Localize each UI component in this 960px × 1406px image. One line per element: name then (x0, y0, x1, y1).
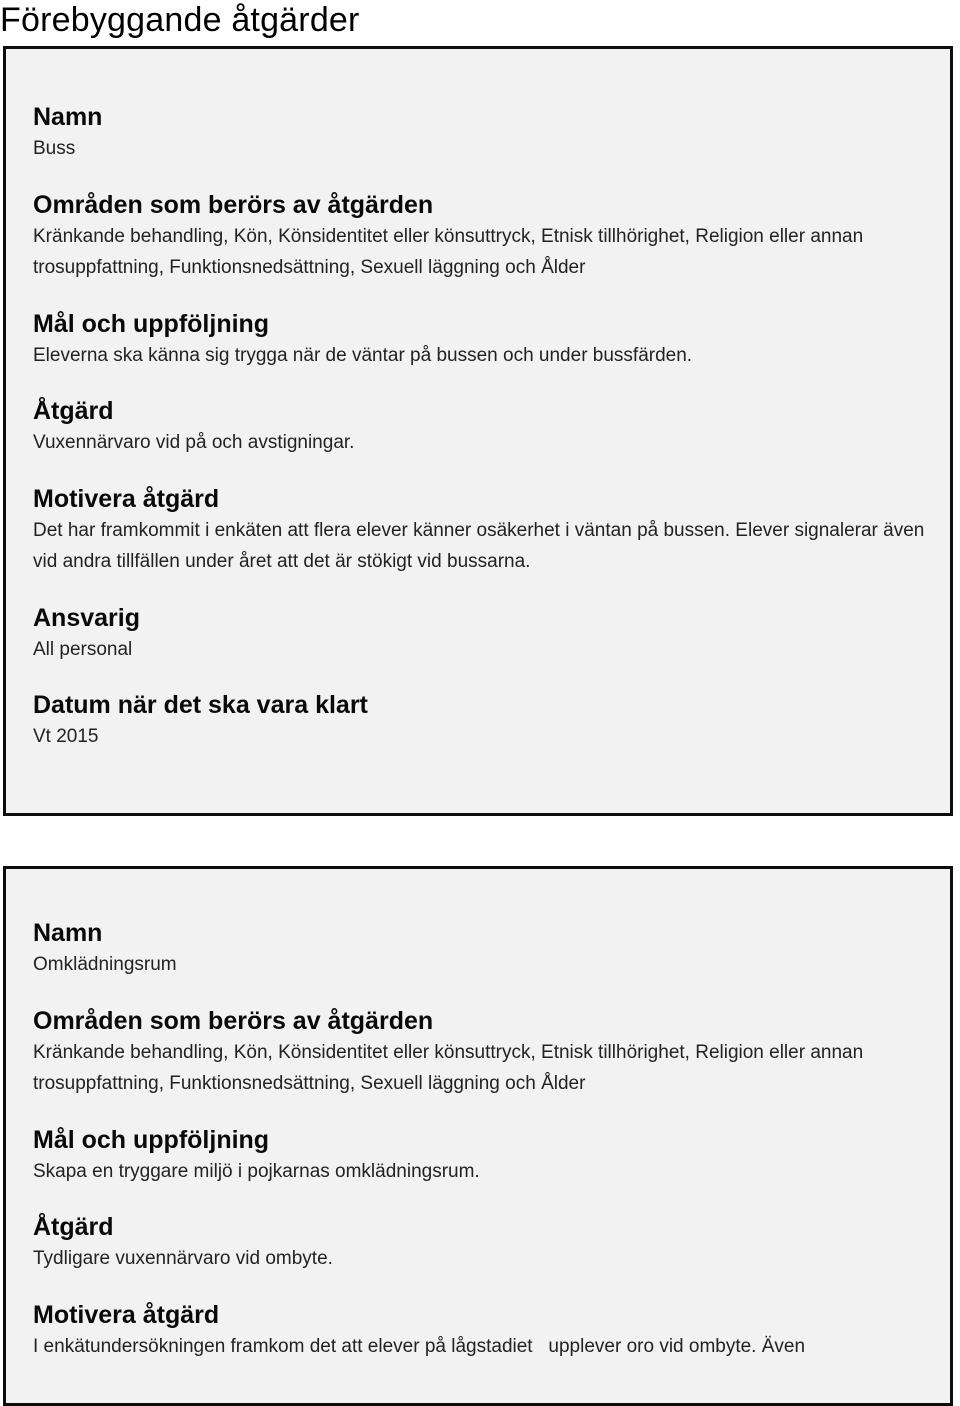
areas-section (33, 1005, 930, 1100)
responsible-label: Ansvarig (33, 603, 140, 632)
measure-card-content (33, 917, 930, 1386)
motivation-value: Det har framkommit i enkäten att flera elever känner osäkerhet i väntan på bussen. Elever signalerar även vid andra tillfällen under året att det är stökigt vid bussarna. (33, 519, 925, 572)
page-title: Förebyggande åtgärder (0, 1, 360, 39)
motivation-label: Motivera åtgärd (33, 1300, 220, 1329)
motivation-label: Motivera åtgärd (33, 484, 220, 513)
goal-value: Eleverna ska känna sig trygga när de väntar på bussen och under bussfärden. (33, 344, 693, 366)
measure-card (3, 866, 953, 1406)
name-section (33, 101, 930, 165)
responsible-section (33, 602, 930, 666)
date-section (33, 689, 930, 753)
goal-value: Skapa en tryggare miljö i pojkarnas omklädningsrum. (33, 1160, 480, 1182)
action-value: Vuxennärvaro vid på och avstigningar. (33, 432, 355, 453)
date-value: Vt 2015 (33, 726, 99, 747)
goal-label: Mål och uppföljning (33, 309, 270, 338)
goal-section (33, 308, 930, 372)
name-value: Omklädningsrum (33, 954, 177, 975)
action-label: Åtgärd (33, 397, 114, 425)
motivation-section (33, 483, 930, 578)
measure-card (3, 46, 953, 816)
action-label: Åtgärd (33, 1213, 114, 1241)
areas-value: Kränkande behandling, Kön, Könsidentitet eller könsuttryck, Etnisk tillhörighet, Religion eller annan trosuppfattning, Funktionsnedsättning, Sexuell läggning och Ålder (33, 1041, 864, 1094)
goal-section (33, 1124, 930, 1188)
action-value: Tydligare vuxennärvaro vid ombyte. (33, 1248, 333, 1269)
goal-label: Mål och uppföljning (33, 1125, 270, 1154)
date-label: Datum när det ska vara klart (33, 691, 368, 719)
measure-card-content (33, 101, 930, 777)
name-label: Namn (33, 103, 103, 131)
areas-section (33, 189, 930, 284)
name-section (33, 917, 930, 981)
responsible-value: All personal (33, 638, 133, 660)
action-section (33, 395, 930, 459)
name-label: Namn (33, 919, 103, 947)
action-section (33, 1211, 930, 1275)
areas-value: Kränkande behandling, Kön, Könsidentitet eller könsuttryck, Etnisk tillhörighet, Religion eller annan trosuppfattning, Funktionsnedsättning, Sexuell läggning och Ålder (33, 225, 864, 278)
motivation-value: I enkätundersökningen framkom det att elever på lågstadiet upplever oro vid ombyte. Även (33, 1335, 806, 1357)
areas-label: Områden som berörs av åtgärden (33, 1006, 434, 1035)
areas-label: Områden som berörs av åtgärden (33, 190, 434, 219)
name-value: Buss (33, 138, 76, 159)
motivation-section (33, 1299, 930, 1363)
